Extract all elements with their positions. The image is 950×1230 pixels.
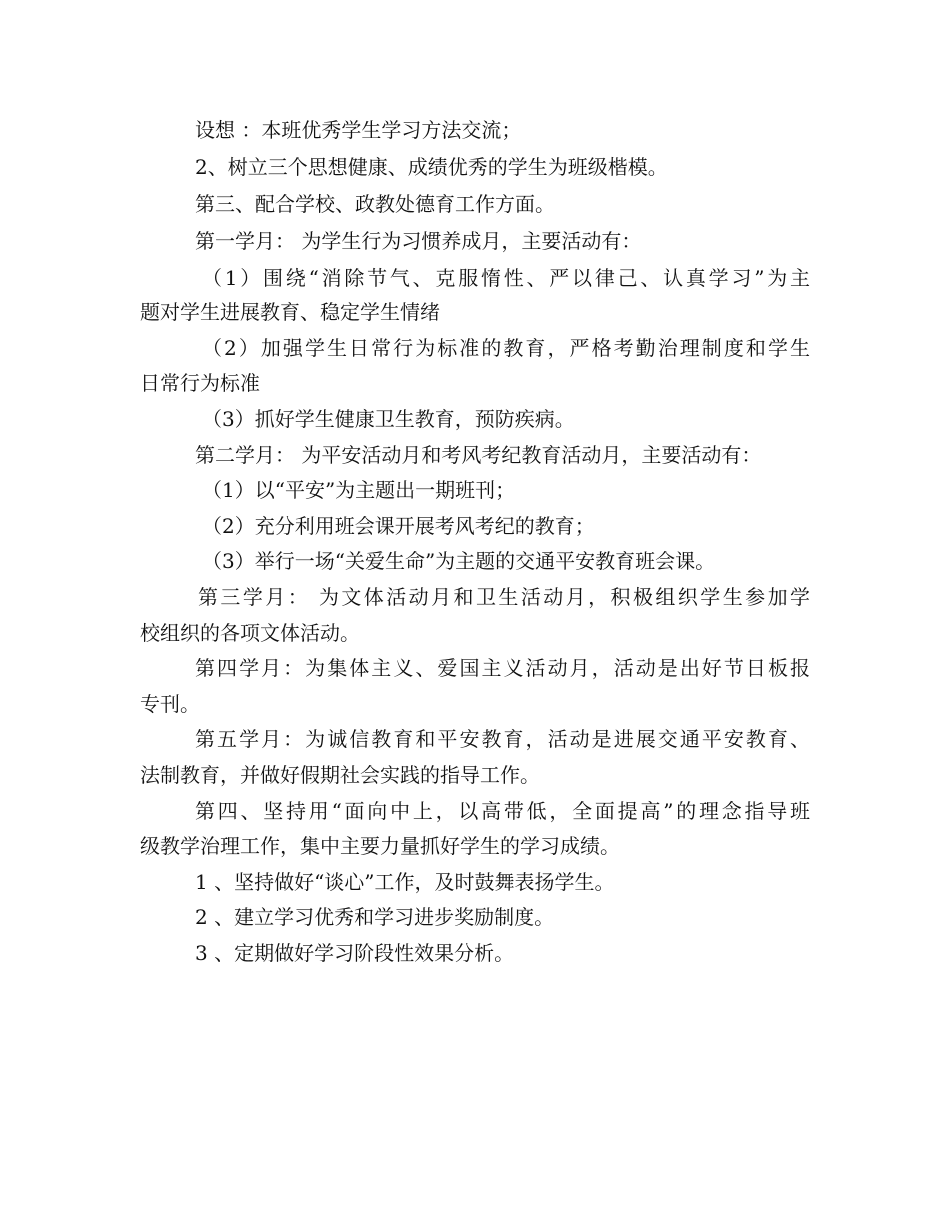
text-line-16: 第四学月：为集体主义、爱国主义活动月，活动是出好节日板报 (195, 656, 810, 680)
text-line-1: 设想 ：本班优秀学生学习方法交流； (195, 118, 522, 142)
text-line-11: （1）以“平安”为主题出一期班刊； (202, 478, 516, 502)
text-line-3: 第三、配合学校、政教处德育工作方面。 (195, 192, 555, 216)
text-line-13: （3）举行一场“关爱生命”为主题的交通平安教育班会课。 (202, 549, 716, 573)
text-line-17: 专刊。 (140, 692, 200, 716)
text-line-19: 法制教育，并做好假期社会实践的指导工作。 (140, 763, 540, 787)
text-line-10: 第二学月： 为平安活动月和考风考纪教育活动月，主要活动有： (195, 443, 762, 467)
text-line-6: 题对学生进展教育、稳定学生情绪 (140, 300, 440, 324)
text-line-15: 校组织的各项文体活动。 (140, 621, 360, 645)
text-line-5: （1）围绕“消除节气、克服惰性、严以律己、认真学习”为主 (202, 266, 810, 290)
text-line-2: 2、树立三个思想健康、成绩优秀的学生为班级楷模。 (195, 155, 668, 179)
text-line-12: （2）充分利用班会课开展考风考纪的教育； (202, 514, 595, 538)
text-line-14: 第三学月： 为文体活动月和卫生活动月，积极组织学生参加学 (198, 585, 810, 609)
text-line-8: 日常行为标准 (140, 371, 260, 395)
text-line-24: 3 、定期做好学习阶段性效果分析。 (195, 941, 515, 965)
text-line-22: 1 、坚持做好“谈心”工作，及时鼓舞表扬学生。 (195, 870, 615, 894)
text-line-7: （2）加强学生日常行为标准的教育，严格考勤治理制度和学生 (202, 336, 810, 360)
text-line-21: 级教学治理工作，集中主要力量抓好学生的学习成绩。 (140, 834, 620, 858)
text-line-4: 第一学月： 为学生行为习惯养成月，主要活动有： (195, 229, 642, 253)
text-line-18: 第五学月：为诚信教育和平安教育，活动是进展交通平安教育、 (195, 727, 810, 751)
text-line-23: 2 、建立学习优秀和学习进步奖励制度。 (195, 905, 555, 929)
text-line-20: 第四、坚持用“面向中上，以高带低，全面提高”的理念指导班 (195, 799, 810, 823)
text-line-9: （3）抓好学生健康卫生教育，预防疾病。 (202, 407, 575, 431)
